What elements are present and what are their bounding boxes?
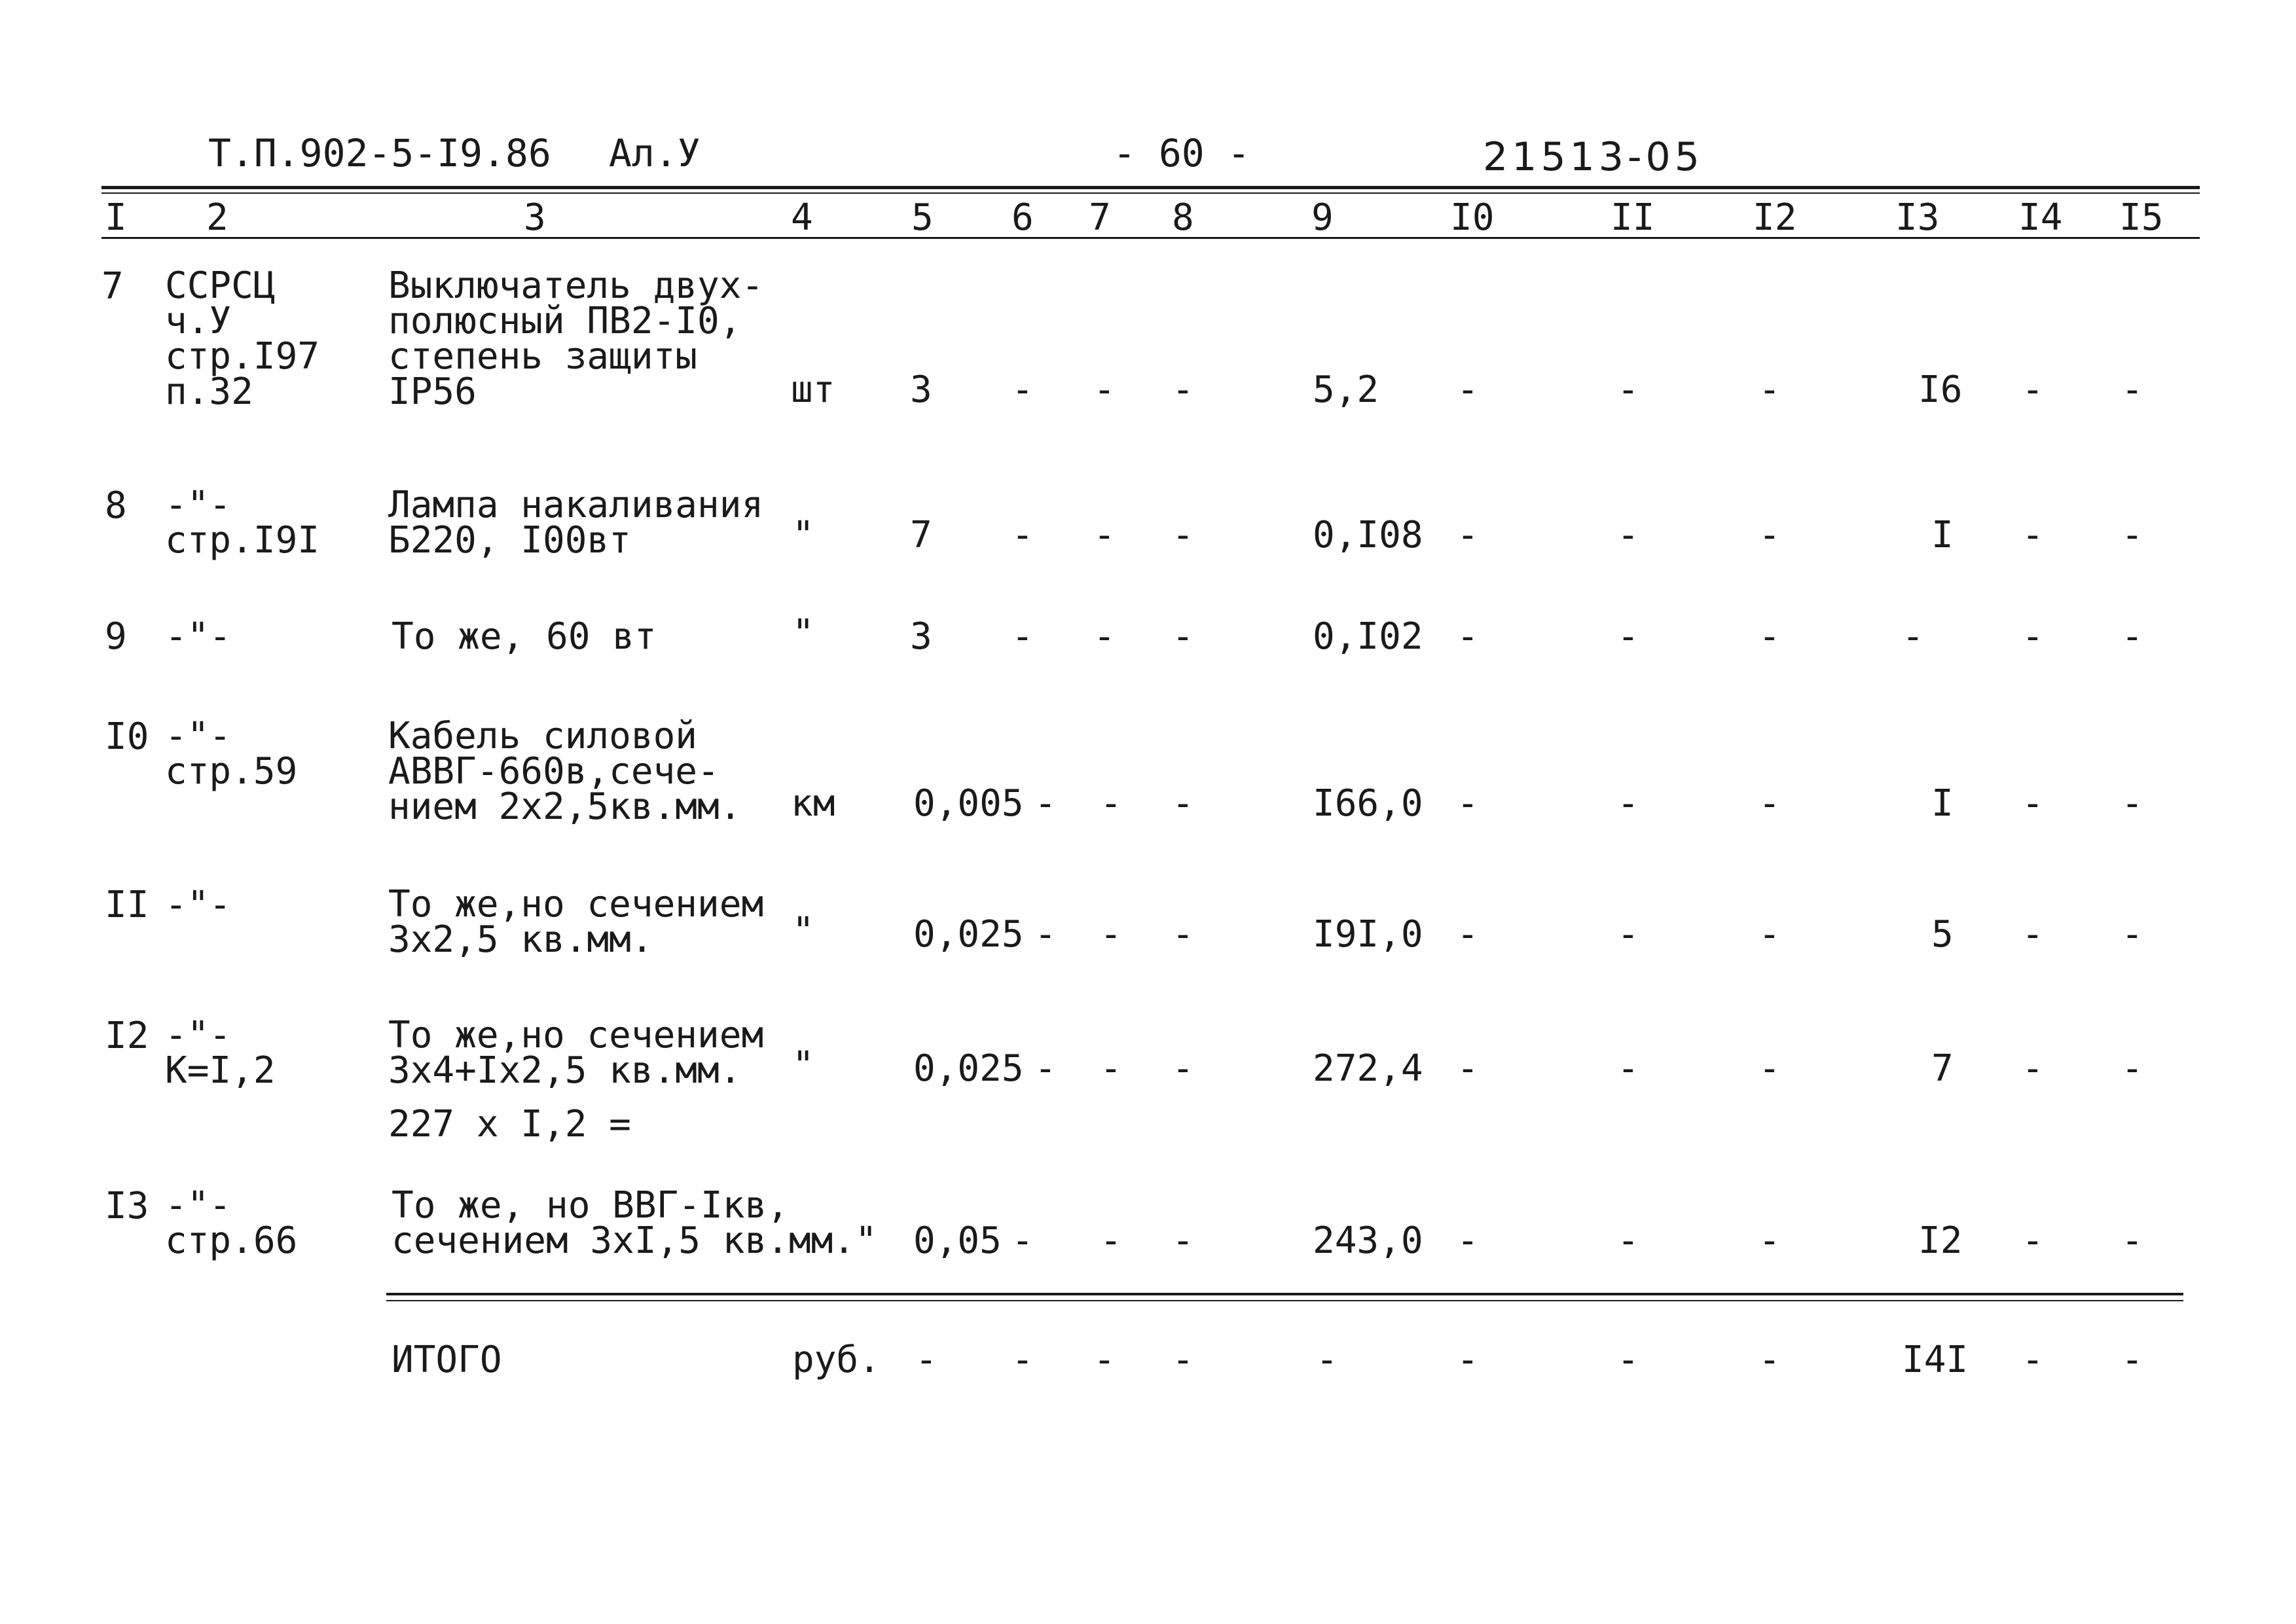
unit: " [792,612,814,655]
total-double-rule-2 [386,1300,2183,1301]
total-col14: - [2022,1339,2044,1381]
col9-value: 0,I08 [1313,514,1423,556]
col11-value: - [1617,514,1639,556]
row-number: 8 [105,484,127,527]
col9-value: I66,0 [1313,782,1423,825]
col-header-14: I4 [2018,196,2063,239]
col14-value: - [2022,615,2044,658]
col-header-6: 6 [1011,196,1034,239]
col10-value: - [1457,615,1479,658]
top-double-rule-2 [101,192,2200,194]
item-description: То же, но ВВГ-Iкв, сечением 3хI,5 кв.мм." [392,1184,877,1262]
col14-value: - [2022,782,2044,825]
col13-value: I [1931,514,1954,556]
item-description: То же,но сечением 3х4+Iх2,5 кв.мм. [388,1014,764,1092]
col13-value: I2 [1918,1219,1963,1262]
unit: км [791,782,835,825]
stamp-number: 21513-05 [1483,134,1704,180]
quantity: 0,025 [913,913,1024,956]
col7-value: - [1093,369,1116,411]
col-header-5: 5 [911,196,934,239]
source-reference: -"- К=I,2 [165,1014,276,1092]
unit: " [792,910,814,952]
col6-value: - [1034,1047,1057,1090]
quantity: 3 [910,615,932,658]
col8-value: - [1172,369,1194,411]
col8-value: - [1172,514,1194,556]
total-col12: - [1758,1339,1781,1381]
col9-value: 272,4 [1313,1047,1423,1090]
col-header-10: I0 [1450,196,1495,239]
col7-value: - [1100,1219,1122,1262]
quantity: 3 [910,369,932,411]
col10-value: - [1457,1219,1479,1262]
col-header-13: I3 [1895,196,1940,239]
row-number: 9 [105,615,127,658]
item-description: Лампа накаливания Б220, I00вт [388,484,764,562]
col13-value: 5 [1931,913,1954,956]
item-description: То же,но сечением 3х2,5 кв.мм. [388,883,764,961]
source-reference: -"- стр.66 [165,1184,298,1262]
col12-value: - [1758,913,1781,956]
col-header-9: 9 [1311,196,1334,239]
quantity: 0,005 [913,782,1024,825]
col11-value: - [1617,782,1639,825]
item-description: То же, 60 вт [392,615,657,658]
col9-value: I9I,0 [1313,913,1423,956]
col6-value: - [1011,615,1034,658]
col10-value: - [1457,1047,1479,1090]
total-col15: - [2121,1339,2143,1381]
calculation-note: 227 х I,2 = [388,1103,631,1146]
total-col11: - [1617,1339,1639,1381]
col7-value: - [1093,615,1116,658]
col13-value: I [1931,782,1954,825]
row-number: I3 [105,1185,149,1227]
col12-value: - [1758,615,1781,658]
col8-value: - [1172,1219,1194,1262]
col6-value: - [1011,514,1034,556]
item-description: Кабель силовой АВВГ-660в,сече- нием 2х2,5кв.мм. [388,715,742,828]
col6-value: - [1011,1219,1034,1262]
page-number: - 60 - [1113,131,1250,175]
col6-value: - [1034,782,1057,825]
col12-value: - [1758,369,1781,411]
quantity: 0,05 [913,1219,1002,1262]
col12-value: - [1758,514,1781,556]
col6-value: - [1034,913,1057,956]
quantity: 0,025 [913,1047,1024,1090]
col9-value: 5,2 [1313,369,1379,411]
source-reference: -"- [165,884,232,926]
col13-value: - [1902,615,1924,658]
col13-value: 7 [1931,1047,1954,1090]
col14-value: - [2022,1219,2044,1262]
col8-value: - [1172,913,1194,956]
col8-value: - [1172,1047,1194,1090]
col6-value: - [1011,369,1034,411]
source-reference: -"- стр.I9I [165,484,320,562]
col15-value: - [2121,1047,2143,1090]
total-col13: I4I [1902,1339,1969,1381]
total-double-rule-1 [386,1293,2183,1295]
unit: " [792,514,814,556]
col11-value: - [1617,369,1639,411]
col13-value: I6 [1918,369,1963,411]
col14-value: - [2022,1047,2044,1090]
col7-value: - [1100,913,1122,956]
col8-value: - [1172,615,1194,658]
row-number: II [105,884,149,926]
unit: " [792,1044,814,1087]
col10-value: - [1457,514,1479,556]
col7-value: - [1093,514,1116,556]
top-double-rule-1 [101,186,2200,189]
col12-value: - [1758,1047,1781,1090]
unit: шт [791,369,835,411]
col-header-8: 8 [1172,196,1194,239]
col11-value: - [1617,615,1639,658]
col14-value: - [2022,514,2044,556]
quantity: 7 [910,514,932,556]
col14-value: - [2022,369,2044,411]
item-description: Выключатель двух- полюсный ПВ2-I0, степень защиты IP56 [388,264,764,413]
total-col9: - [1316,1339,1338,1381]
col10-value: - [1457,369,1479,411]
col-header-1: I [105,196,127,239]
col15-value: - [2121,1219,2143,1262]
col15-value: - [2121,913,2143,956]
col10-value: - [1457,782,1479,825]
col10-value: - [1457,913,1479,956]
row-number: I0 [105,715,149,758]
total-label: ИТОГО [392,1339,502,1381]
source-reference: ССРСЦ ч.У стр.I97 п.32 [165,264,320,413]
col-header-15: I5 [2119,196,2164,239]
total-col8: - [1172,1339,1194,1381]
source-reference: -"- [165,615,232,658]
source-reference: -"- стр.59 [165,715,298,793]
col-header-12: I2 [1753,196,1797,239]
col-header-3: 3 [524,196,546,239]
total-col10: - [1457,1339,1479,1381]
col11-value: - [1617,1219,1639,1262]
col15-value: - [2121,514,2143,556]
col7-value: - [1100,1047,1122,1090]
col8-value: - [1172,782,1194,825]
col-header-2: 2 [206,196,228,239]
total-col7: - [1093,1339,1116,1381]
total-col6: - [1011,1339,1034,1381]
col-header-11: II [1611,196,1655,239]
total-col5: - [915,1339,938,1381]
col7-value: - [1100,782,1122,825]
col9-value: 243,0 [1313,1219,1423,1262]
col12-value: - [1758,782,1781,825]
row-number: 7 [101,265,124,308]
col15-value: - [2121,782,2143,825]
doc-code: Т.П.902-5-I9.86 [208,131,551,175]
total-unit: руб. [792,1339,881,1381]
col14-value: - [2022,913,2044,956]
column-header-rule [101,237,2200,239]
col-header-7: 7 [1089,196,1111,239]
col9-value: 0,I02 [1313,615,1423,658]
row-number: I2 [105,1015,149,1057]
col12-value: - [1758,1219,1781,1262]
col11-value: - [1617,913,1639,956]
album-label: Ал.У [609,131,701,175]
col15-value: - [2121,615,2143,658]
col15-value: - [2121,369,2143,411]
col11-value: - [1617,1047,1639,1090]
col-header-4: 4 [791,196,813,239]
